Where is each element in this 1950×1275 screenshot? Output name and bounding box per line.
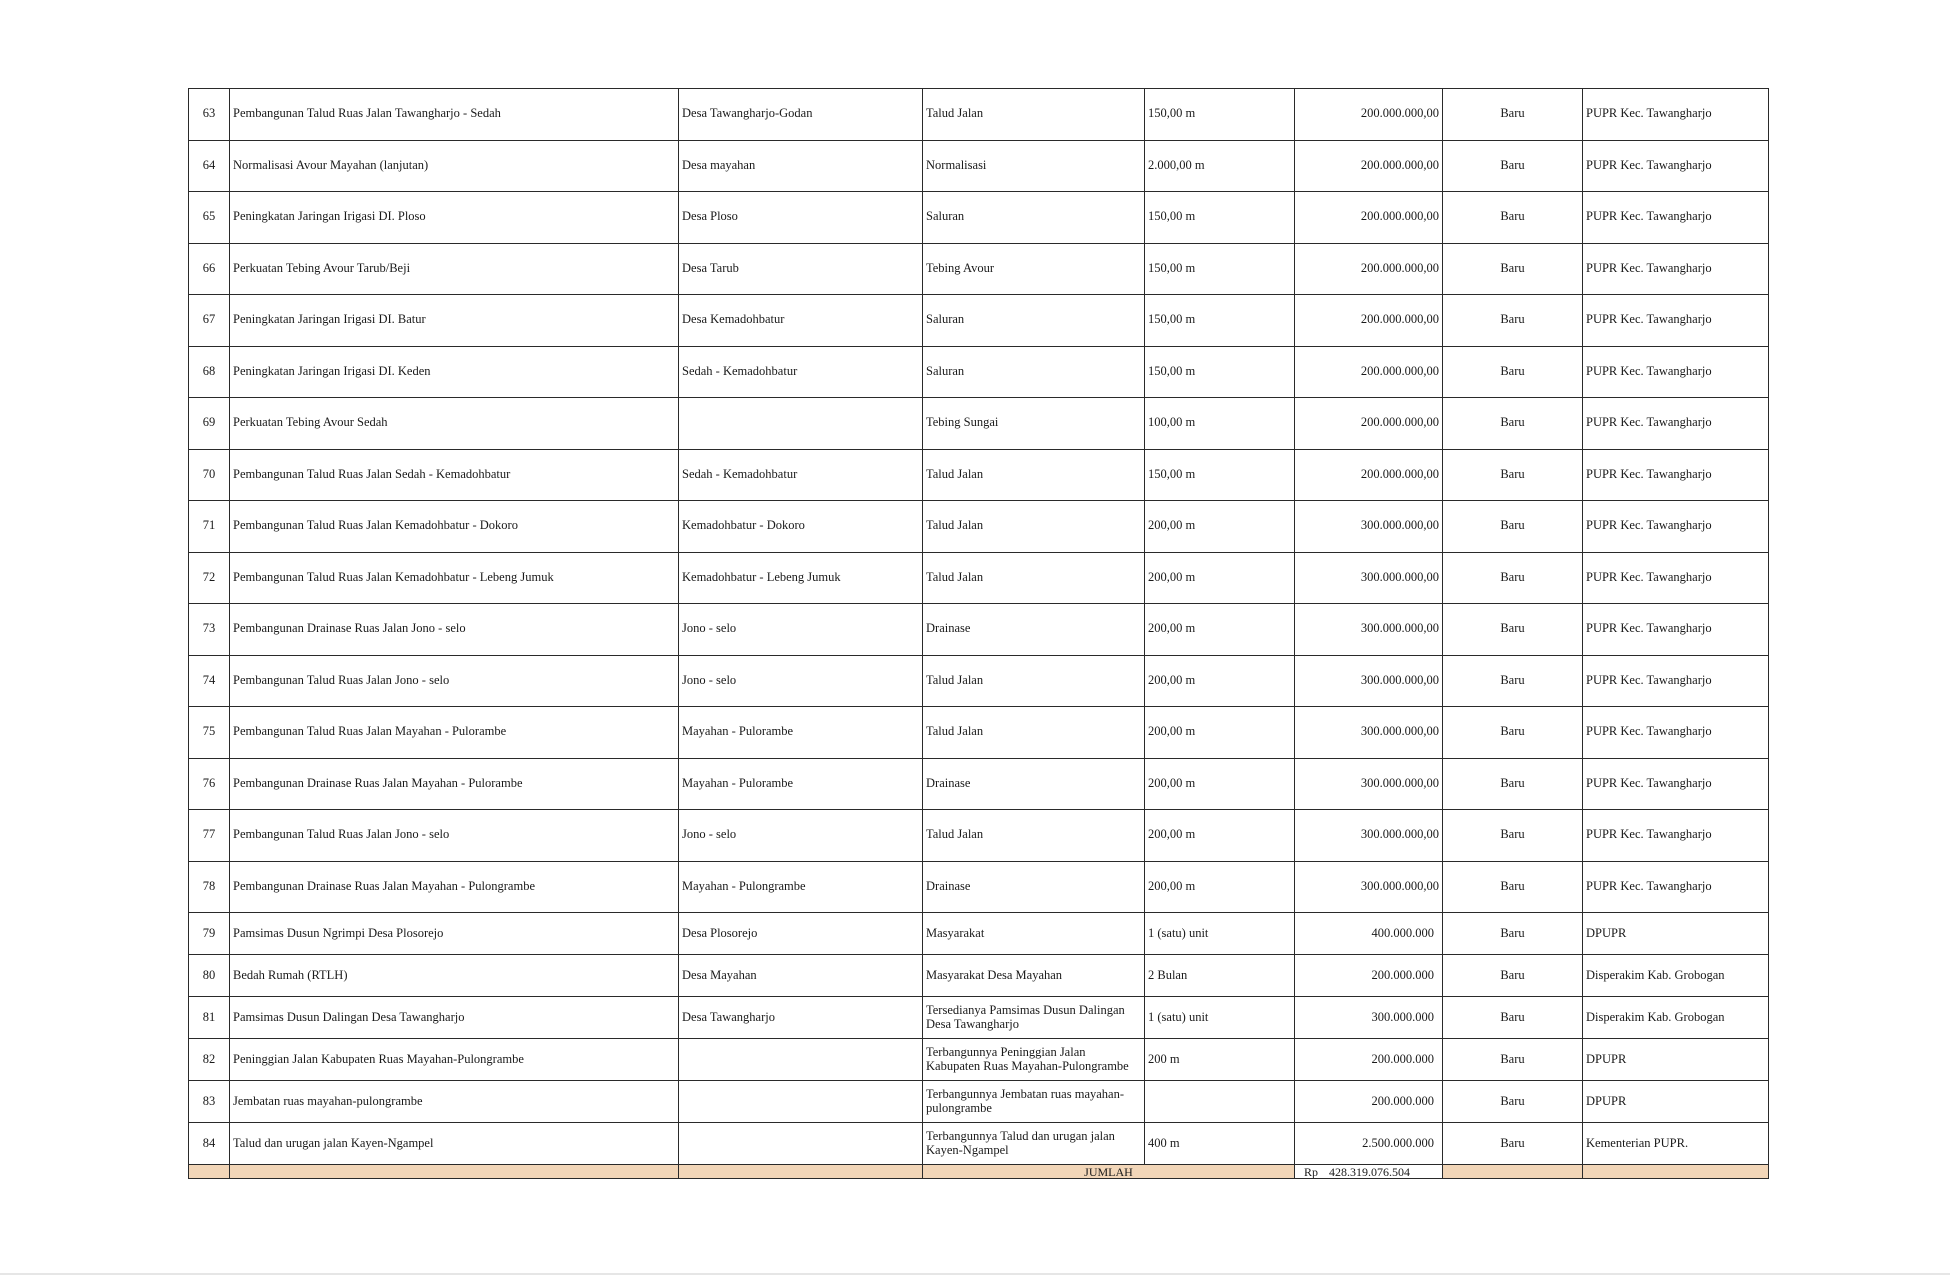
volume-cell: 150,00 m bbox=[1145, 192, 1295, 244]
program-name-cell: Pembangunan Talud Ruas Jalan Jono - selo bbox=[230, 810, 679, 862]
location-cell: Kemadohbatur - Lebeng Jumuk bbox=[679, 552, 923, 604]
table-row bbox=[189, 501, 1769, 553]
output-cell: Normalisasi bbox=[923, 140, 1145, 192]
status-cell: Baru bbox=[1443, 913, 1583, 955]
cost-cell: 200.000.000 bbox=[1295, 955, 1443, 997]
status-cell: Baru bbox=[1443, 1039, 1583, 1081]
total-fill-executor bbox=[1583, 1165, 1769, 1179]
row-number-cell: 78 bbox=[189, 861, 230, 913]
program-name-cell: Pembangunan Talud Ruas Jalan Mayahan - Pulorambe bbox=[230, 707, 679, 759]
cost-cell: 200.000.000,00 bbox=[1295, 192, 1443, 244]
executor-cell: DPUPR bbox=[1583, 1081, 1769, 1123]
volume-cell: 400 m bbox=[1145, 1123, 1295, 1165]
table-row bbox=[189, 89, 1769, 141]
volume-cell: 200,00 m bbox=[1145, 501, 1295, 553]
total-amount-cell bbox=[1295, 1165, 1443, 1179]
status-cell: Baru bbox=[1443, 707, 1583, 759]
executor-cell: PUPR Kec. Tawangharjo bbox=[1583, 707, 1769, 759]
status-cell: Baru bbox=[1443, 997, 1583, 1039]
output-cell: Talud Jalan bbox=[923, 501, 1145, 553]
program-name-cell: Perkuatan Tebing Avour Sedah bbox=[230, 398, 679, 450]
table-row bbox=[189, 1039, 1769, 1081]
executor-cell: PUPR Kec. Tawangharjo bbox=[1583, 346, 1769, 398]
location-cell bbox=[679, 1081, 923, 1123]
table-row bbox=[189, 398, 1769, 450]
location-cell: Kemadohbatur - Dokoro bbox=[679, 501, 923, 553]
row-number-cell: 79 bbox=[189, 913, 230, 955]
cost-cell: 300.000.000,00 bbox=[1295, 655, 1443, 707]
volume-cell: 150,00 m bbox=[1145, 449, 1295, 501]
executor-cell: DPUPR bbox=[1583, 1039, 1769, 1081]
program-name-cell: Pamsimas Dusun Ngrimpi Desa Plosorejo bbox=[230, 913, 679, 955]
row-number-cell: 69 bbox=[189, 398, 230, 450]
cost-cell: 200.000.000,00 bbox=[1295, 346, 1443, 398]
status-cell: Baru bbox=[1443, 346, 1583, 398]
output-cell: Talud Jalan bbox=[923, 810, 1145, 862]
row-number-cell: 72 bbox=[189, 552, 230, 604]
output-cell: Talud Jalan bbox=[923, 655, 1145, 707]
executor-cell: PUPR Kec. Tawangharjo bbox=[1583, 295, 1769, 347]
status-cell: Baru bbox=[1443, 89, 1583, 141]
output-cell: Drainase bbox=[923, 861, 1145, 913]
table-row bbox=[189, 1123, 1769, 1165]
executor-cell: PUPR Kec. Tawangharjo bbox=[1583, 501, 1769, 553]
output-cell: Tersedianya Pamsimas Dusun Dalingan Desa Tawangharjo bbox=[923, 997, 1145, 1039]
executor-cell: Kementerian PUPR. bbox=[1583, 1123, 1769, 1165]
location-cell: Jono - selo bbox=[679, 655, 923, 707]
program-name-cell: Pembangunan Talud Ruas Jalan Kemadohbatur - Dokoro bbox=[230, 501, 679, 553]
status-cell: Baru bbox=[1443, 810, 1583, 862]
volume-cell: 200 m bbox=[1145, 1039, 1295, 1081]
status-cell: Baru bbox=[1443, 552, 1583, 604]
executor-cell: PUPR Kec. Tawangharjo bbox=[1583, 810, 1769, 862]
program-name-cell: Pembangunan Talud Ruas Jalan Sedah - Kemadohbatur bbox=[230, 449, 679, 501]
table-row bbox=[189, 997, 1769, 1039]
row-number-cell: 77 bbox=[189, 810, 230, 862]
row-number-cell: 75 bbox=[189, 707, 230, 759]
output-cell: Terbangunnya Peninggian Jalan Kabupaten Ruas Mayahan-Pulongrambe bbox=[923, 1039, 1145, 1081]
executor-cell: PUPR Kec. Tawangharjo bbox=[1583, 140, 1769, 192]
location-cell: Desa Kemadohbatur bbox=[679, 295, 923, 347]
cost-cell: 400.000.000 bbox=[1295, 913, 1443, 955]
status-cell: Baru bbox=[1443, 449, 1583, 501]
row-number-cell: 71 bbox=[189, 501, 230, 553]
volume-cell: 1 (satu) unit bbox=[1145, 913, 1295, 955]
output-cell: Talud Jalan bbox=[923, 89, 1145, 141]
table-row bbox=[189, 1081, 1769, 1123]
total-amount: 428.319.076.504 bbox=[1329, 1164, 1410, 1179]
total-currency: Rp bbox=[1304, 1164, 1319, 1179]
table-row bbox=[189, 604, 1769, 656]
table-row bbox=[189, 552, 1769, 604]
table-row bbox=[189, 955, 1769, 997]
executor-cell: Disperakim Kab. Grobogan bbox=[1583, 997, 1769, 1039]
output-cell: Saluran bbox=[923, 346, 1145, 398]
row-number-cell: 76 bbox=[189, 758, 230, 810]
program-name-cell: Pembangunan Drainase Ruas Jalan Jono - selo bbox=[230, 604, 679, 656]
row-number-cell: 84 bbox=[189, 1123, 230, 1165]
executor-cell: PUPR Kec. Tawangharjo bbox=[1583, 398, 1769, 450]
program-name-cell: Pamsimas Dusun Dalingan Desa Tawangharjo bbox=[230, 997, 679, 1039]
program-name-cell: Pembangunan Drainase Ruas Jalan Mayahan - Pulongrambe bbox=[230, 861, 679, 913]
program-name-cell: Jembatan ruas mayahan-pulongrambe bbox=[230, 1081, 679, 1123]
executor-cell: PUPR Kec. Tawangharjo bbox=[1583, 243, 1769, 295]
table-row bbox=[189, 449, 1769, 501]
executor-cell: PUPR Kec. Tawangharjo bbox=[1583, 758, 1769, 810]
volume-cell: 200,00 m bbox=[1145, 604, 1295, 656]
output-cell: Tebing Sungai bbox=[923, 398, 1145, 450]
volume-cell: 200,00 m bbox=[1145, 810, 1295, 862]
location-cell bbox=[679, 398, 923, 450]
volume-cell: 200,00 m bbox=[1145, 758, 1295, 810]
status-cell: Baru bbox=[1443, 655, 1583, 707]
output-cell: Talud Jalan bbox=[923, 449, 1145, 501]
row-number-cell: 65 bbox=[189, 192, 230, 244]
row-number-cell: 83 bbox=[189, 1081, 230, 1123]
cost-cell: 300.000.000,00 bbox=[1295, 861, 1443, 913]
cost-cell: 300.000.000,00 bbox=[1295, 552, 1443, 604]
program-table bbox=[188, 88, 1769, 1179]
row-number-cell: 67 bbox=[189, 295, 230, 347]
output-cell: Talud Jalan bbox=[923, 552, 1145, 604]
volume-cell: 2.000,00 m bbox=[1145, 140, 1295, 192]
program-name-cell: Pembangunan Talud Ruas Jalan Tawangharjo - Sedah bbox=[230, 89, 679, 141]
row-number-cell: 66 bbox=[189, 243, 230, 295]
output-cell: Terbangunnya Jembatan ruas mayahan-pulongrambe bbox=[923, 1081, 1145, 1123]
volume-cell: 150,00 m bbox=[1145, 89, 1295, 141]
cost-cell: 200.000.000,00 bbox=[1295, 449, 1443, 501]
output-cell: Drainase bbox=[923, 604, 1145, 656]
row-number-cell: 73 bbox=[189, 604, 230, 656]
volume-cell: 2 Bulan bbox=[1145, 955, 1295, 997]
executor-cell: Disperakim Kab. Grobogan bbox=[1583, 955, 1769, 997]
volume-cell: 200,00 m bbox=[1145, 552, 1295, 604]
executor-cell: PUPR Kec. Tawangharjo bbox=[1583, 449, 1769, 501]
cost-cell: 200.000.000,00 bbox=[1295, 295, 1443, 347]
program-name-cell: Peninggian Jalan Kabupaten Ruas Mayahan-Pulongrambe bbox=[230, 1039, 679, 1081]
executor-cell: PUPR Kec. Tawangharjo bbox=[1583, 552, 1769, 604]
location-cell: Desa Tarub bbox=[679, 243, 923, 295]
output-cell: Saluran bbox=[923, 192, 1145, 244]
table-row bbox=[189, 140, 1769, 192]
cost-cell: 300.000.000,00 bbox=[1295, 810, 1443, 862]
cost-cell: 300.000.000 bbox=[1295, 997, 1443, 1039]
total-label: JUMLAH bbox=[923, 1165, 1295, 1179]
volume-cell: 150,00 m bbox=[1145, 243, 1295, 295]
executor-cell: PUPR Kec. Tawangharjo bbox=[1583, 89, 1769, 141]
row-number-cell: 68 bbox=[189, 346, 230, 398]
location-cell: Jono - selo bbox=[679, 604, 923, 656]
status-cell: Baru bbox=[1443, 140, 1583, 192]
output-cell: Terbangunnya Talud dan urugan jalan Kayen-Ngampel bbox=[923, 1123, 1145, 1165]
location-cell bbox=[679, 1039, 923, 1081]
volume-cell: 200,00 m bbox=[1145, 707, 1295, 759]
location-cell: Desa mayahan bbox=[679, 140, 923, 192]
cost-cell: 200.000.000,00 bbox=[1295, 398, 1443, 450]
location-cell: Desa Ploso bbox=[679, 192, 923, 244]
cost-cell: 300.000.000,00 bbox=[1295, 707, 1443, 759]
location-cell: Jono - selo bbox=[679, 810, 923, 862]
location-cell: Mayahan - Pulorambe bbox=[679, 707, 923, 759]
location-cell: Sedah - Kemadohbatur bbox=[679, 449, 923, 501]
location-cell: Sedah - Kemadohbatur bbox=[679, 346, 923, 398]
status-cell: Baru bbox=[1443, 295, 1583, 347]
table-row bbox=[189, 346, 1769, 398]
executor-cell: PUPR Kec. Tawangharjo bbox=[1583, 604, 1769, 656]
location-cell: Desa Mayahan bbox=[679, 955, 923, 997]
row-number-cell: 82 bbox=[189, 1039, 230, 1081]
location-cell: Desa Plosorejo bbox=[679, 913, 923, 955]
executor-cell: DPUPR bbox=[1583, 913, 1769, 955]
table-row bbox=[189, 758, 1769, 810]
output-cell: Drainase bbox=[923, 758, 1145, 810]
program-name-cell: Pembangunan Talud Ruas Jalan Kemadohbatur - Lebeng Jumuk bbox=[230, 552, 679, 604]
status-cell: Baru bbox=[1443, 861, 1583, 913]
cost-cell: 200.000.000 bbox=[1295, 1039, 1443, 1081]
output-cell: Masyarakat bbox=[923, 913, 1145, 955]
executor-cell: PUPR Kec. Tawangharjo bbox=[1583, 655, 1769, 707]
volume-cell: 200,00 m bbox=[1145, 861, 1295, 913]
executor-cell: PUPR Kec. Tawangharjo bbox=[1583, 192, 1769, 244]
row-number-cell: 80 bbox=[189, 955, 230, 997]
status-cell: Baru bbox=[1443, 1123, 1583, 1165]
row-number-cell: 81 bbox=[189, 997, 230, 1039]
table-row bbox=[189, 243, 1769, 295]
program-name-cell: Normalisasi Avour Mayahan (lanjutan) bbox=[230, 140, 679, 192]
table-body bbox=[189, 89, 1769, 1165]
location-cell: Desa Tawangharjo bbox=[679, 997, 923, 1039]
program-name-cell: Talud dan urugan jalan Kayen-Ngampel bbox=[230, 1123, 679, 1165]
row-number-cell: 70 bbox=[189, 449, 230, 501]
cost-cell: 300.000.000,00 bbox=[1295, 501, 1443, 553]
status-cell: Baru bbox=[1443, 758, 1583, 810]
program-name-cell: Peningkatan Jaringan Irigasi DI. Batur bbox=[230, 295, 679, 347]
row-number-cell: 64 bbox=[189, 140, 230, 192]
location-cell: Mayahan - Pulongrambe bbox=[679, 861, 923, 913]
program-name-cell: Pembangunan Drainase Ruas Jalan Mayahan - Pulorambe bbox=[230, 758, 679, 810]
cost-cell: 200.000.000,00 bbox=[1295, 89, 1443, 141]
volume-cell bbox=[1145, 1081, 1295, 1123]
status-cell: Baru bbox=[1443, 192, 1583, 244]
status-cell: Baru bbox=[1443, 1081, 1583, 1123]
volume-cell: 200,00 m bbox=[1145, 655, 1295, 707]
total-fill-name bbox=[230, 1165, 679, 1179]
table-row bbox=[189, 655, 1769, 707]
volume-cell: 100,00 m bbox=[1145, 398, 1295, 450]
cost-cell: 2.500.000.000 bbox=[1295, 1123, 1443, 1165]
total-row bbox=[189, 1165, 1769, 1179]
volume-cell: 1 (satu) unit bbox=[1145, 997, 1295, 1039]
row-number-cell: 63 bbox=[189, 89, 230, 141]
table-row bbox=[189, 913, 1769, 955]
location-cell: Mayahan - Pulorambe bbox=[679, 758, 923, 810]
status-cell: Baru bbox=[1443, 955, 1583, 997]
location-cell bbox=[679, 1123, 923, 1165]
total-fill-status bbox=[1443, 1165, 1583, 1179]
status-cell: Baru bbox=[1443, 398, 1583, 450]
output-cell: Talud Jalan bbox=[923, 707, 1145, 759]
program-name-cell: Peningkatan Jaringan Irigasi DI. Keden bbox=[230, 346, 679, 398]
status-cell: Baru bbox=[1443, 243, 1583, 295]
program-name-cell: Pembangunan Talud Ruas Jalan Jono - selo bbox=[230, 655, 679, 707]
volume-cell: 150,00 m bbox=[1145, 346, 1295, 398]
volume-cell: 150,00 m bbox=[1145, 295, 1295, 347]
total-fill-location bbox=[679, 1165, 923, 1179]
cost-cell: 200.000.000 bbox=[1295, 1081, 1443, 1123]
output-cell: Tebing Avour bbox=[923, 243, 1145, 295]
program-name-cell: Bedah Rumah (RTLH) bbox=[230, 955, 679, 997]
total-fill-no bbox=[189, 1165, 230, 1179]
table-row bbox=[189, 810, 1769, 862]
table-row bbox=[189, 861, 1769, 913]
table-row bbox=[189, 192, 1769, 244]
row-number-cell: 74 bbox=[189, 655, 230, 707]
output-cell: Saluran bbox=[923, 295, 1145, 347]
program-name-cell: Perkuatan Tebing Avour Tarub/Beji bbox=[230, 243, 679, 295]
executor-cell: PUPR Kec. Tawangharjo bbox=[1583, 861, 1769, 913]
program-name-cell: Peningkatan Jaringan Irigasi DI. Ploso bbox=[230, 192, 679, 244]
cost-cell: 300.000.000,00 bbox=[1295, 758, 1443, 810]
output-cell: Masyarakat Desa Mayahan bbox=[923, 955, 1145, 997]
cost-cell: 200.000.000,00 bbox=[1295, 243, 1443, 295]
cost-cell: 300.000.000,00 bbox=[1295, 604, 1443, 656]
cost-cell: 200.000.000,00 bbox=[1295, 140, 1443, 192]
table-row bbox=[189, 295, 1769, 347]
status-cell: Baru bbox=[1443, 604, 1583, 656]
location-cell: Desa Tawangharjo-Godan bbox=[679, 89, 923, 141]
status-cell: Baru bbox=[1443, 501, 1583, 553]
table-row bbox=[189, 707, 1769, 759]
